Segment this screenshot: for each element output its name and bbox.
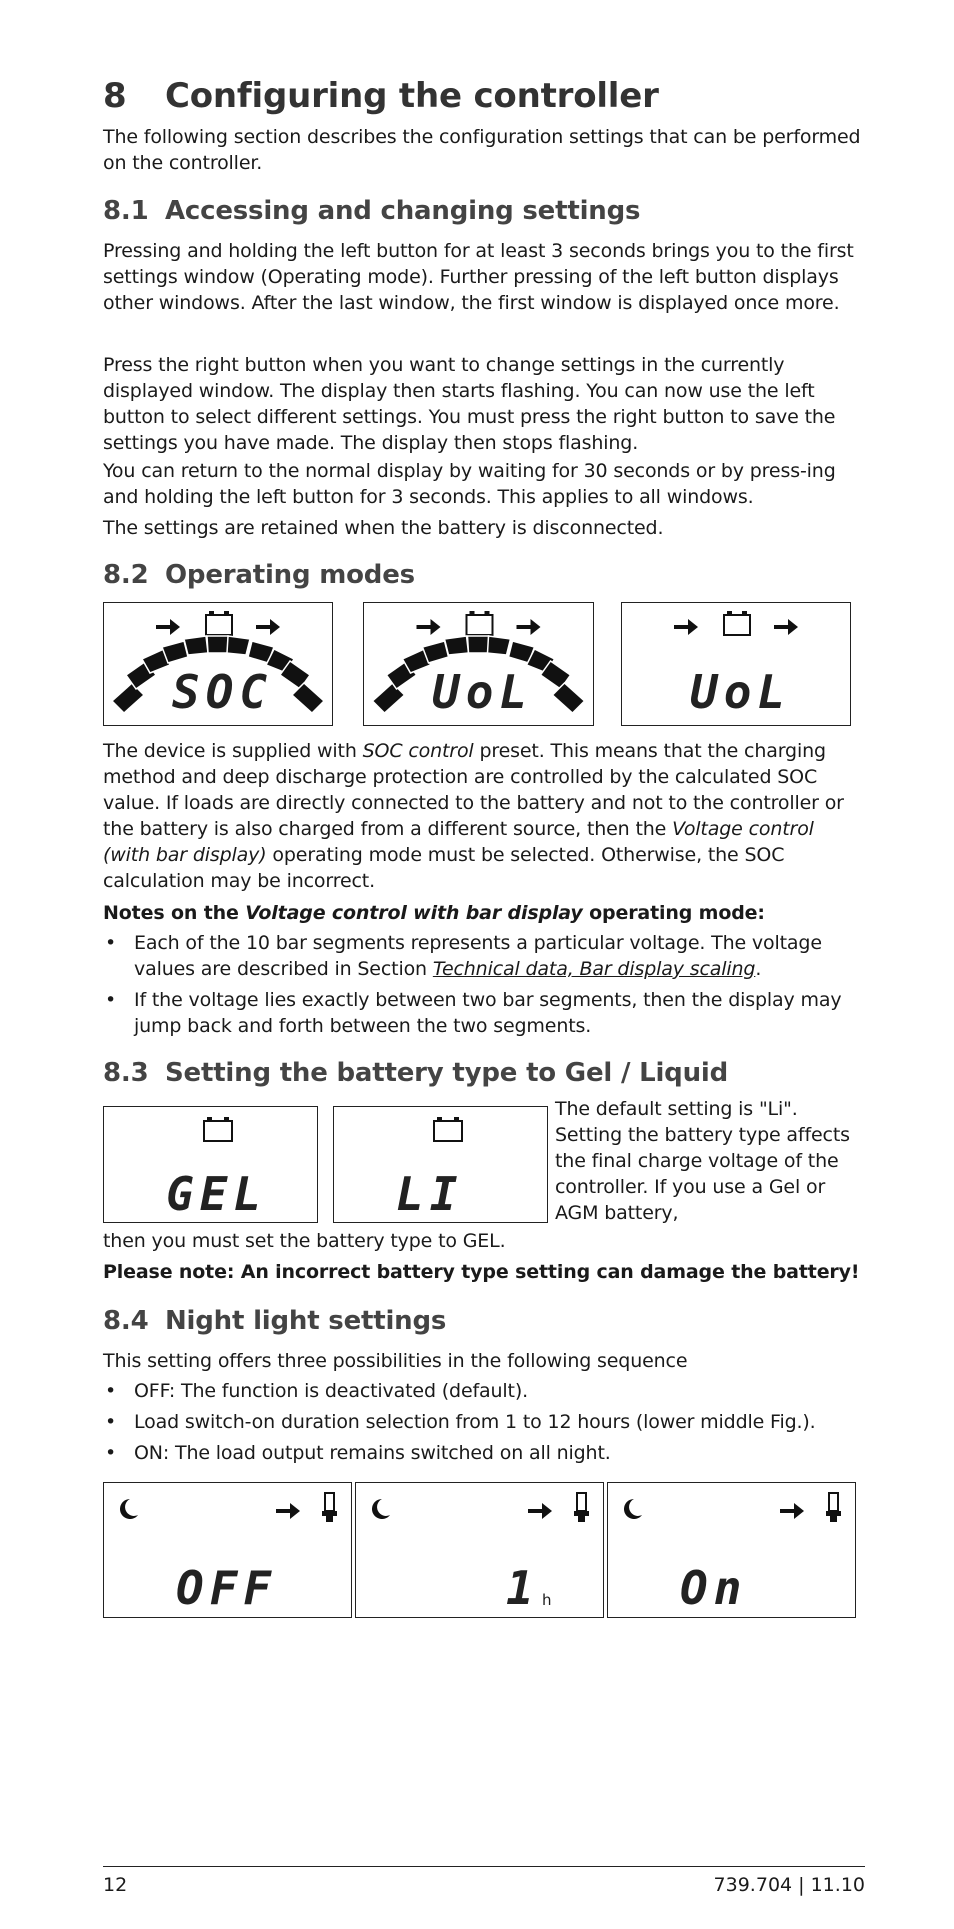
s83-warning: Please note: An incorrect battery type setting can damage the battery! (103, 1261, 860, 1283)
chapter-heading: 8 Configuring the controller (103, 76, 659, 116)
section-8-3-heading: 8.3 Setting the battery type to Gel / Liquid (103, 1058, 729, 1088)
s81-paragraph-1: Pressing and holding the left button for at least 3 seconds brings you to the first settings window (Operating mode). Further pressing of the left button displays other windows. After the last window, the first window is displayed once more. (103, 240, 854, 314)
lcd-panel-uol (621, 602, 851, 726)
lcd-text-on: On (680, 1561, 748, 1615)
list-item: • Load switch-on duration selection from 1 to 12 hours (lower middle Fig.). (103, 1409, 865, 1435)
lcd-panel-uol-bar (363, 602, 594, 726)
s81-paragraph-4: The settings are retained when the battery is disconnected. (103, 517, 664, 539)
lcd-text-uol-2: UoL (690, 665, 792, 719)
s81-paragraph-3: You can return to the normal display by waiting for 30 seconds or by press-ing and holding the left button for 3 seconds. This applies to all windows. (103, 460, 836, 508)
hour-unit: h (542, 1591, 552, 1609)
list-item: • OFF: The function is deactivated (default). (103, 1378, 865, 1404)
lcd-panel-on (607, 1482, 856, 1618)
document-number: 739.704 | 11.10 (713, 1874, 865, 1896)
section-8-1-heading: 8.1 Accessing and changing settings (103, 196, 641, 226)
lcd-panel-hours (355, 1482, 604, 1618)
moon-arrow-lamp-icon (104, 1483, 350, 1533)
lcd-panel-gel (103, 1106, 318, 1223)
s83-continuation: then you must set the battery type to GEL. (103, 1230, 506, 1252)
page-number: 12 (103, 1874, 128, 1896)
technical-data-link[interactable]: Technical data, Bar display scaling (432, 958, 756, 980)
battery-icon (104, 1107, 316, 1147)
s84-options-list (103, 1378, 865, 1466)
lcd-panel-li (333, 1106, 548, 1223)
s84-intro: This setting offers three possibilities in the following sequence (103, 1350, 688, 1372)
s82-notes-list (103, 930, 865, 1039)
s82-paragraph: The device is supplied with SOC control preset. This means that the charging method and deep discharge protection are controlled by the calculated SOC value. If loads are directly connected to the battery and not to the controller or the battery is also charged from a different source, then the Voltage control (with bar display) operating mode must be selected. Otherwise, the SOC calculation may be incorrect. (103, 740, 844, 892)
section-8-4-heading: 8.4 Night light settings (103, 1306, 447, 1336)
lcd-text-hours: 1 (506, 1561, 540, 1615)
lcd-text-uol: UoL (432, 665, 534, 719)
footer-divider (103, 1866, 865, 1867)
s83-side-text: The default setting is "Li". Setting the battery type affects the final charge voltage of the controller. If you use a Gel or AGM battery, (555, 1098, 850, 1224)
battery-icon (334, 1107, 546, 1147)
arrow-battery-arrow-icon (156, 611, 280, 635)
s82-notes-heading: Notes on the Voltage control with bar display operating mode: (103, 902, 765, 924)
arrow-battery-arrow-icon (417, 611, 541, 635)
lcd-text-soc: SOC (172, 665, 274, 719)
list-item: • Each of the 10 bar segments represents a particular voltage. The voltage values are described in Section Technical data, Bar display scaling. (103, 930, 865, 982)
lcd-panel-off (103, 1482, 352, 1618)
lcd-panel-soc (103, 602, 333, 726)
lcd-text-gel: GEL (166, 1167, 268, 1221)
lcd-text-li: LI (396, 1167, 464, 1221)
list-item: • If the voltage lies exactly between two bar segments, then the display may jump back and forth between the two segments. (103, 987, 865, 1039)
list-item: • ON: The load output remains switched on all night. (103, 1440, 865, 1466)
s81-paragraph-2: Press the right button when you want to change settings in the currently displayed window. The display then starts flashing. You can now use the left button to select different settings. You must press the right button to save the settings you have made. The display then stops flashing. (103, 354, 836, 454)
lcd-text-off: OFF (176, 1561, 278, 1615)
section-8-2-heading: 8.2 Operating modes (103, 560, 415, 590)
moon-arrow-lamp-icon (356, 1483, 602, 1533)
moon-arrow-lamp-icon (608, 1483, 854, 1533)
intro-text: The following section describes the configuration settings that can be performed on the controller. (103, 126, 861, 174)
arrow-battery-arrow-icon (622, 603, 849, 663)
